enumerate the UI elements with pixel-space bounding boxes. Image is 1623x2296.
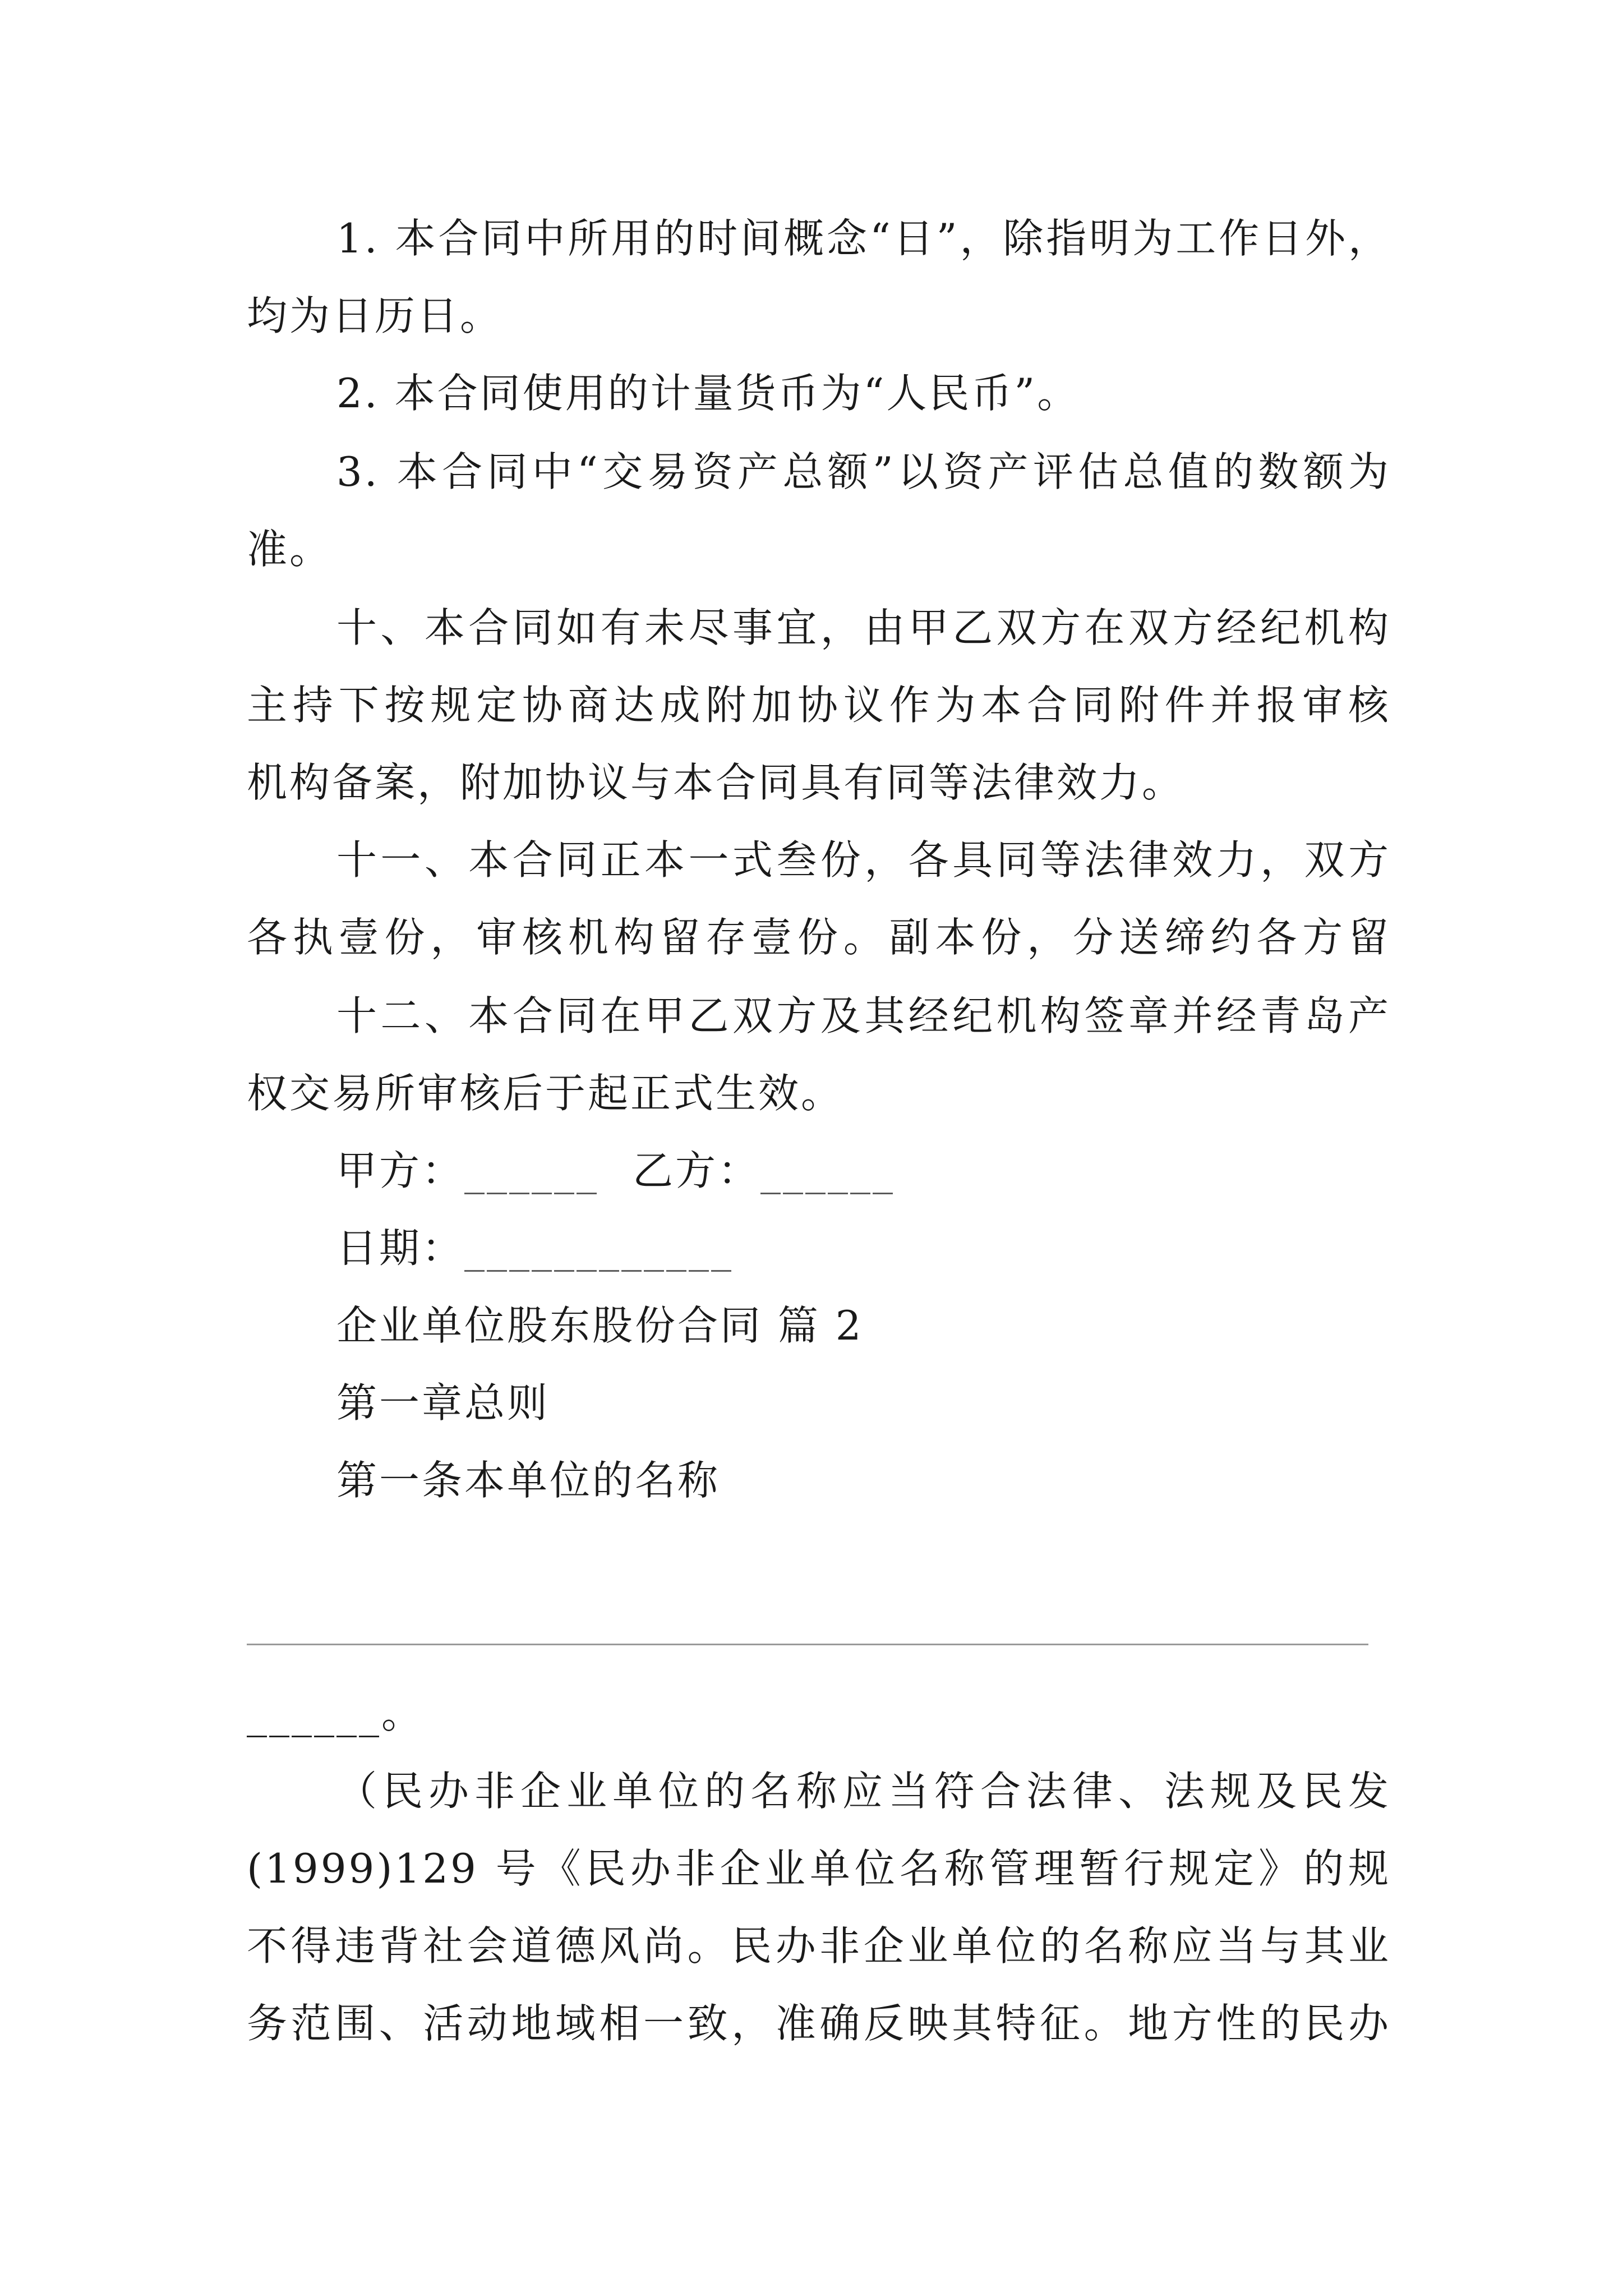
- signature-date-line: [336, 1223, 1391, 1273]
- paragraph-line-1: （民办非企业单位的名称应当符合法律、法规及民发: [336, 1768, 1391, 1815]
- party-b-blank: ______: [760, 1147, 896, 1194]
- article-10-line-3: 机构备案，附加协议与本合同具有同等法律效力。: [247, 759, 1185, 806]
- name-blank-rule: [247, 1644, 1368, 1645]
- clause-2-line: 2. 本合同使用的计量货币为“人民币”。: [336, 370, 1080, 417]
- party-b-label: 乙方：: [633, 1147, 761, 1194]
- date-label: 日期：: [336, 1225, 465, 1272]
- clause-3-line-2: 准。: [247, 526, 333, 573]
- clause-3-line-1: 3. 本合同中“交易资产总额”以资产评估总值的数额为: [336, 448, 1391, 495]
- party-a-blank: ______: [464, 1147, 600, 1194]
- article-10-line-1: 十、本合同如有未尽事宜，由甲乙双方在双方经纪机构: [336, 604, 1391, 651]
- paragraph-line-2: (1999)129 号《民办非企业单位名称管理暂行规定》的规: [247, 1845, 1391, 1892]
- section-heading: 企业单位股东股份合同 篇 2: [336, 1302, 864, 1349]
- article-12-line-1: 十二、本合同在甲乙双方及其经纪机构签章并经青岛产: [336, 992, 1391, 1039]
- article-10-line-2: 主持下按规定协商达成附加协议作为本合同附件并报审核: [247, 682, 1391, 729]
- article-11-line-2: 各执壹份，审核机构留存壹份。副本份，分送缔约各方留: [247, 914, 1391, 961]
- signature-parties-line: [336, 1145, 1391, 1196]
- article-12-line-2: 权交易所审核后于起正式生效。: [247, 1070, 844, 1117]
- article-11-line-1: 十一、本合同正本一式叁份，各具同等法律效力，双方: [336, 836, 1391, 884]
- date-blank: ____________: [464, 1225, 734, 1272]
- chapter-heading: 第一章总则: [336, 1379, 550, 1427]
- clause-1-line-1: 1. 本合同中所用的时间概念“日”，除指明为工作日外，: [336, 215, 1391, 262]
- paragraph-line-4: 务范围、活动地域相一致，准确反映其特征。地方性的民办: [247, 2000, 1391, 2047]
- paragraph-line-3: 不得违背社会道德风尚。民办非企业单位的名称应当与其业: [247, 1922, 1391, 1970]
- party-a-label: 甲方：: [336, 1147, 465, 1194]
- article-1-heading: 第一条本单位的名称: [336, 1457, 721, 1504]
- clause-1-line-2: 均为日历日。: [247, 292, 503, 339]
- name-blank-tail: ______。: [247, 1690, 425, 1737]
